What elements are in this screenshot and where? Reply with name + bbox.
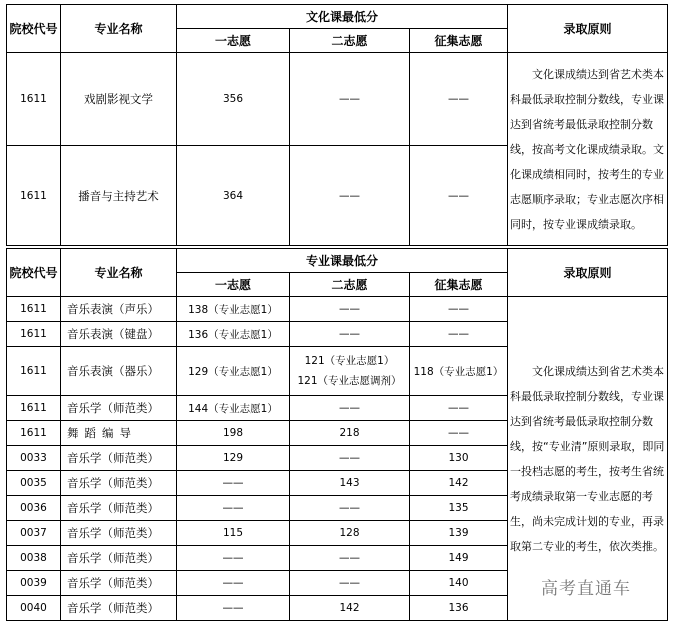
cell-major: 音乐学（师范类）	[61, 446, 177, 471]
cell-major: 音乐学（师范类）	[61, 396, 177, 421]
cell-first: 144（专业志愿1）	[177, 396, 290, 421]
table-row	[7, 53, 668, 146]
header-first: 一志愿	[177, 273, 290, 297]
cell-code: 0036	[7, 496, 61, 521]
cell-first: ——	[177, 546, 290, 571]
header-supplement: 征集志愿	[410, 273, 508, 297]
cell-code: 0033	[7, 446, 61, 471]
cell-second: 121（专业志愿1）	[304, 355, 395, 367]
rule-text: 文化课成绩达到省艺术类本科最低录取控制分数线，专业课达到省统考最低录取控制分数线，按“专业清”原则录取，即同一投档志愿的考生，按考生省统考成绩录取第一专业志愿的考生，尚未完成计划的专业，再录取第二专业的考生，依次类推。	[508, 297, 668, 621]
cell-major: 音乐学（师范类）	[61, 496, 177, 521]
cell-major: 音乐学（师范类）	[61, 546, 177, 571]
cell-second: ——	[290, 396, 410, 421]
cell-second: 143	[290, 471, 410, 496]
cell-supplement: 139	[410, 521, 508, 546]
header-group: 文化课最低分	[177, 5, 508, 29]
header-second: 二志愿	[290, 273, 410, 297]
cell-second: ——	[290, 297, 410, 322]
cell-code: 1611	[7, 53, 61, 146]
header-group: 专业课最低分	[177, 249, 508, 273]
cell-code: 0035	[7, 471, 61, 496]
cell-first: 198	[177, 421, 290, 446]
cell-second: 218	[290, 421, 410, 446]
cell-supplement: 118（专业志愿1）	[410, 347, 508, 396]
cell-code: 1611	[7, 347, 61, 396]
cell-first: 356	[177, 53, 290, 146]
cell-second: ——	[290, 571, 410, 596]
header-second: 二志愿	[290, 29, 410, 53]
cell-supplement: ——	[410, 421, 508, 446]
cell-code: 1611	[7, 421, 61, 446]
cell-first: ——	[177, 571, 290, 596]
rule-text: 文化课成绩达到省艺术类本科最低录取控制分数线，专业课达到省统考最低录取控制分数线，按高考文化课成绩录取。文化课成绩相同时，按考生的专业志愿顺序录取；专业志愿次序相同时，按专业课成绩录取。	[508, 53, 668, 246]
cell-major: 音乐表演（声乐）	[61, 297, 177, 322]
major-score-table	[6, 248, 668, 621]
cell-supplement: 135	[410, 496, 508, 521]
cell-supplement: 136	[410, 596, 508, 621]
cell-major: 音乐学（师范类）	[61, 596, 177, 621]
header-major: 专业名称	[61, 249, 177, 297]
cell-second: 128	[290, 521, 410, 546]
header-code: 院校代号	[7, 5, 61, 53]
cell-second: ——	[290, 446, 410, 471]
cell-supplement: ——	[410, 297, 508, 322]
cell-code: 0037	[7, 521, 61, 546]
cell-first: ——	[177, 596, 290, 621]
cell-first: 138（专业志愿1）	[177, 297, 290, 322]
cell-second: 142	[290, 596, 410, 621]
cell-second-adjust: 121（专业志愿调剂）	[297, 375, 402, 387]
header-supplement: 征集志愿	[410, 29, 508, 53]
header-code: 院校代号	[7, 249, 61, 297]
cell-supplement: 130	[410, 446, 508, 471]
cell-first: 136（专业志愿1）	[177, 322, 290, 347]
table-row	[7, 297, 668, 322]
cell-supplement: ——	[410, 146, 508, 246]
cell-supplement: 140	[410, 571, 508, 596]
cell-major: 音乐表演（键盘）	[61, 322, 177, 347]
cell-supplement: ——	[410, 322, 508, 347]
cell-code: 0040	[7, 596, 61, 621]
cell-code: 1611	[7, 322, 61, 347]
cell-first: 364	[177, 146, 290, 246]
cell-major: 音乐学（师范类）	[61, 571, 177, 596]
header-major: 专业名称	[61, 5, 177, 53]
cell-second: ——	[290, 53, 410, 146]
cell-major: 播音与主持艺术	[61, 146, 177, 246]
cell-code: 1611	[7, 146, 61, 246]
cell-code: 1611	[7, 396, 61, 421]
cell-major: 音乐学（师范类）	[61, 471, 177, 496]
cell-first: ——	[177, 496, 290, 521]
cell-second: ——	[290, 546, 410, 571]
cell-major: 音乐表演（器乐）	[61, 347, 177, 396]
watermark-text: 高考直通车	[541, 579, 631, 599]
cell-second: ——	[290, 496, 410, 521]
cell-major: 舞蹈编导	[61, 421, 177, 446]
cell-second-multi	[290, 347, 410, 396]
cell-second: ——	[290, 322, 410, 347]
cell-major: 音乐学（师范类）	[61, 521, 177, 546]
header-rule: 录取原则	[508, 5, 668, 53]
cell-first: 129（专业志愿1）	[177, 347, 290, 396]
cell-major: 戏剧影视文学	[61, 53, 177, 146]
header-first: 一志愿	[177, 29, 290, 53]
cell-code: 0038	[7, 546, 61, 571]
cell-code: 0039	[7, 571, 61, 596]
cell-first: 115	[177, 521, 290, 546]
cell-supplement: ——	[410, 53, 508, 146]
cell-first: ——	[177, 471, 290, 496]
cell-second: ——	[290, 146, 410, 246]
cell-supplement: ——	[410, 396, 508, 421]
cell-first: 129	[177, 446, 290, 471]
cell-code: 1611	[7, 297, 61, 322]
cell-supplement: 142	[410, 471, 508, 496]
header-rule: 录取原则	[508, 249, 668, 297]
cell-supplement: 149	[410, 546, 508, 571]
culture-score-table	[6, 4, 668, 246]
